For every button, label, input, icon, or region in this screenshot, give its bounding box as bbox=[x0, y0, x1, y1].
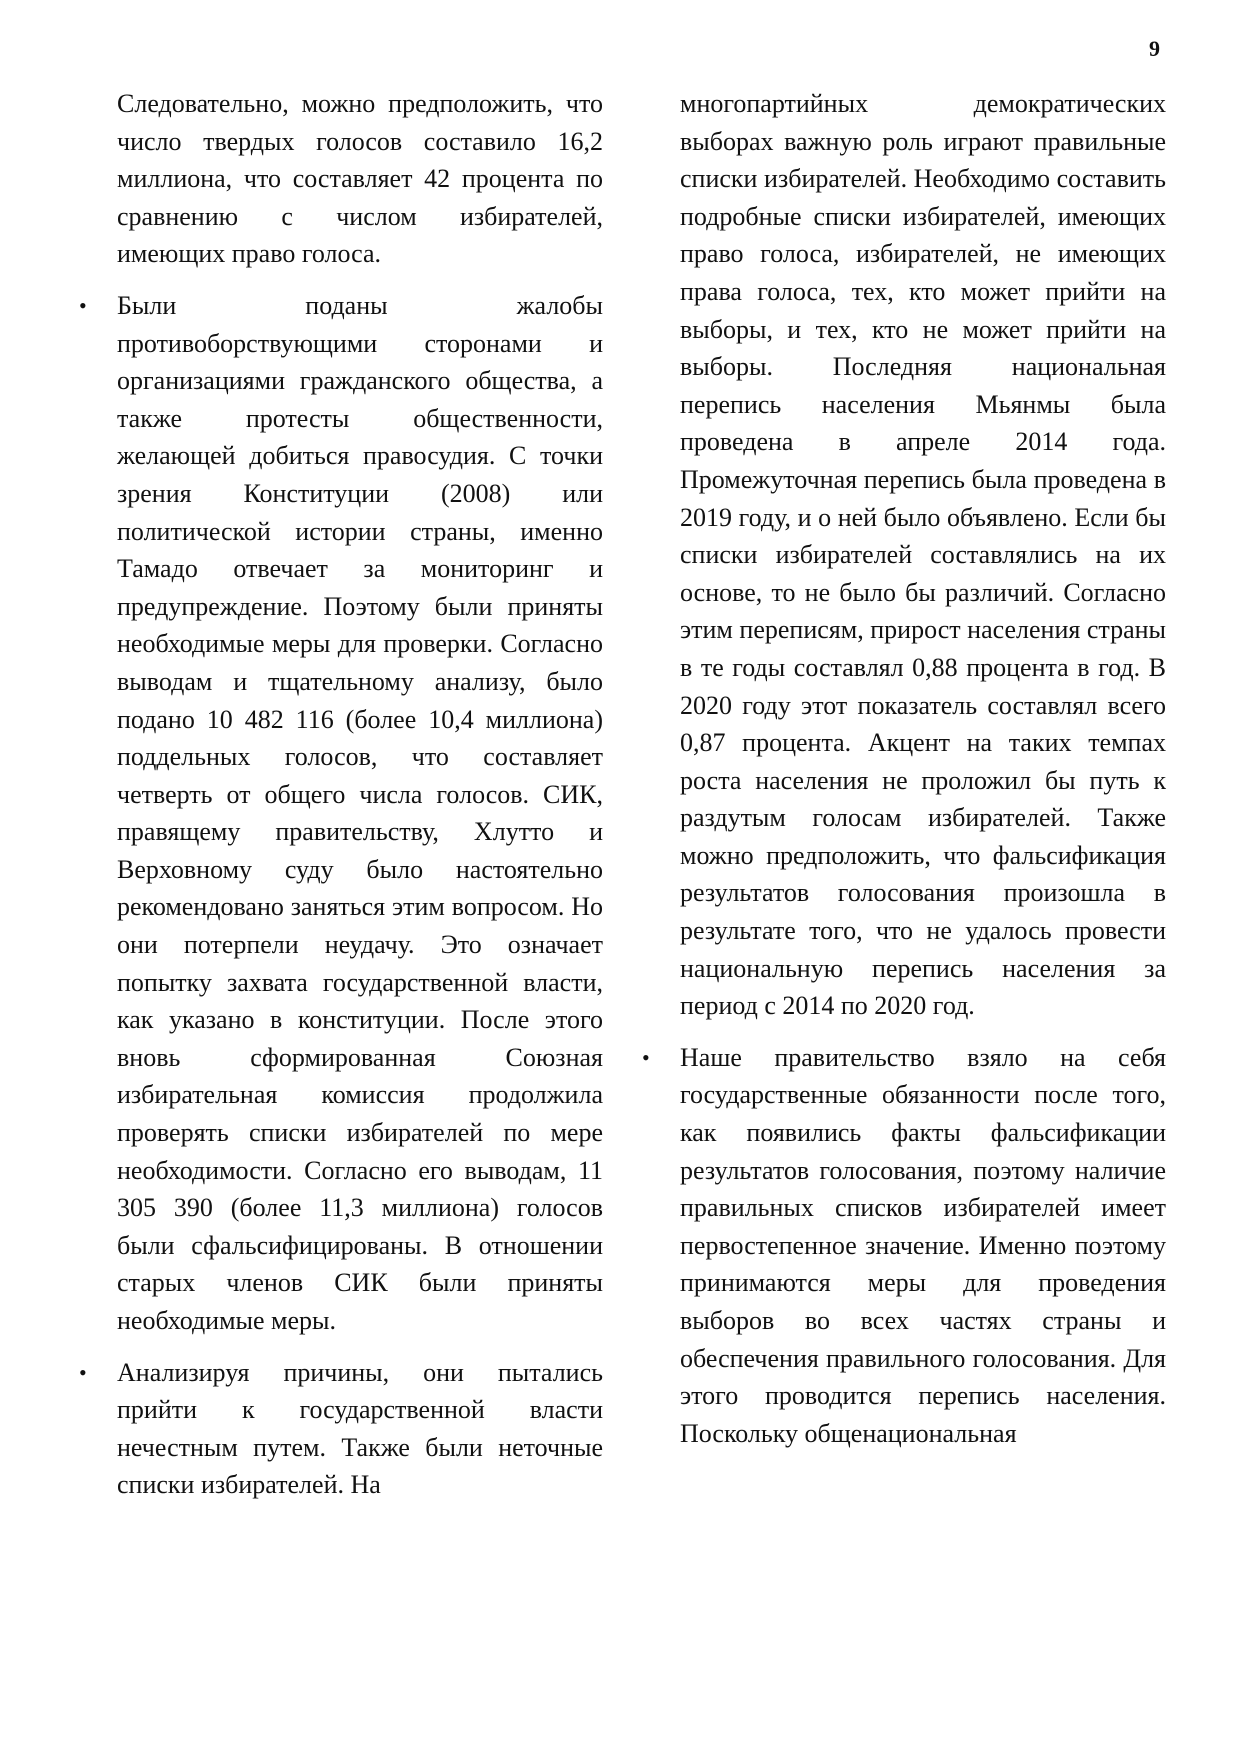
left-column bbox=[79, 85, 603, 1504]
left-continuation-paragraph: Следовательно, можно предположить, что число твердых голосов составило 16,2 миллиона, что составляет 42 процента по сравнению с числом избирателей, имеющих право голоса. bbox=[117, 89, 603, 269]
bullet-icon: • bbox=[79, 1359, 87, 1385]
bullet-icon: • bbox=[79, 292, 87, 318]
right-column bbox=[642, 85, 1166, 1452]
list-item-text: Наше правительство взяло на себя государственные обязанности после того, как появились факты фальсификации результатов голосования, поэтому наличие правильных списков избирателей имеет первостепенное значение. Именно поэтому принимаются меры для проведения выборов во всех частях страны и обеспечения правильного голосования. Для этого проводится перепись населения. Поскольку общенациональная bbox=[680, 1042, 1166, 1448]
list-item bbox=[79, 1354, 603, 1504]
bullet-icon: • bbox=[642, 1044, 650, 1070]
page-number: 9 bbox=[1149, 36, 1160, 61]
list-item-text: Были поданы жалобы противоборствующими сторонами и организациями гражданского общества, а также протесты общественности, желающей добиться правосудия. С точки зрения Конституции (2008) или политической истории страны, именно Тамадо отвечает за мониторинг и предупреждение. Поэтому были приняты необходимые меры для проверки. Согласно выводам и тщательному анализу, было подано 10 482 116 (более 10,4 миллиона) поддельных голосов, что составляет четверть от общего числа голосов. СИК, правящему правительству, Хлутто и Верховному суду было настоятельно рекомендовано заняться этим вопросом. Но они потерпели неудачу. Это означает попытку захвата государственной власти, как указано в конституции. После этого вновь сформированная Союзная избирательная комиссия продолжила проверять списки избирателей по мере необходимости. Согласно его выводам, 11 305 390 (более 11,3 миллиона) голосов были сфальсифицированы. В отношении старых членов СИК были приняты необходимые меры. bbox=[117, 290, 603, 1335]
list-item-text: Анализируя причины, они пытались прийти к государственной власти нечестным путем. Также были неточные списки избирателей. На bbox=[117, 1357, 603, 1500]
right-continuation-paragraph: многопартийных демократических выборах важную роль играют правильные списки избирателей. Необходимо составить подробные списки избирателей, имеющих право голоса, избирателей, не имеющих права голоса, тех, кто может прийти на выборы, и тех, кто не может прийти на выборы. Последняя национальная перепись населения Мьянмы была проведена в апреле 2014 года. Промежуточная перепись была проведена в 2019 году, и о ней было объявлено. Если бы списки избирателей составлялись на их основе, то не было бы различий. Согласно этим переписям, прирост населения страны в те годы составлял 0,88 процента в год. В 2020 году этот показатель составлял всего 0,87 процента. Акцент на таких темпах роста населения не проложил бы путь к раздутым голосам избирателей. Также можно предположить, что фальсификация результатов голосования произошла в результате того, что не удалось провести национальную перепись населения за период с 2014 по 2020 год. bbox=[680, 89, 1166, 1021]
list-item bbox=[642, 1039, 1166, 1453]
list-item bbox=[79, 287, 603, 1340]
